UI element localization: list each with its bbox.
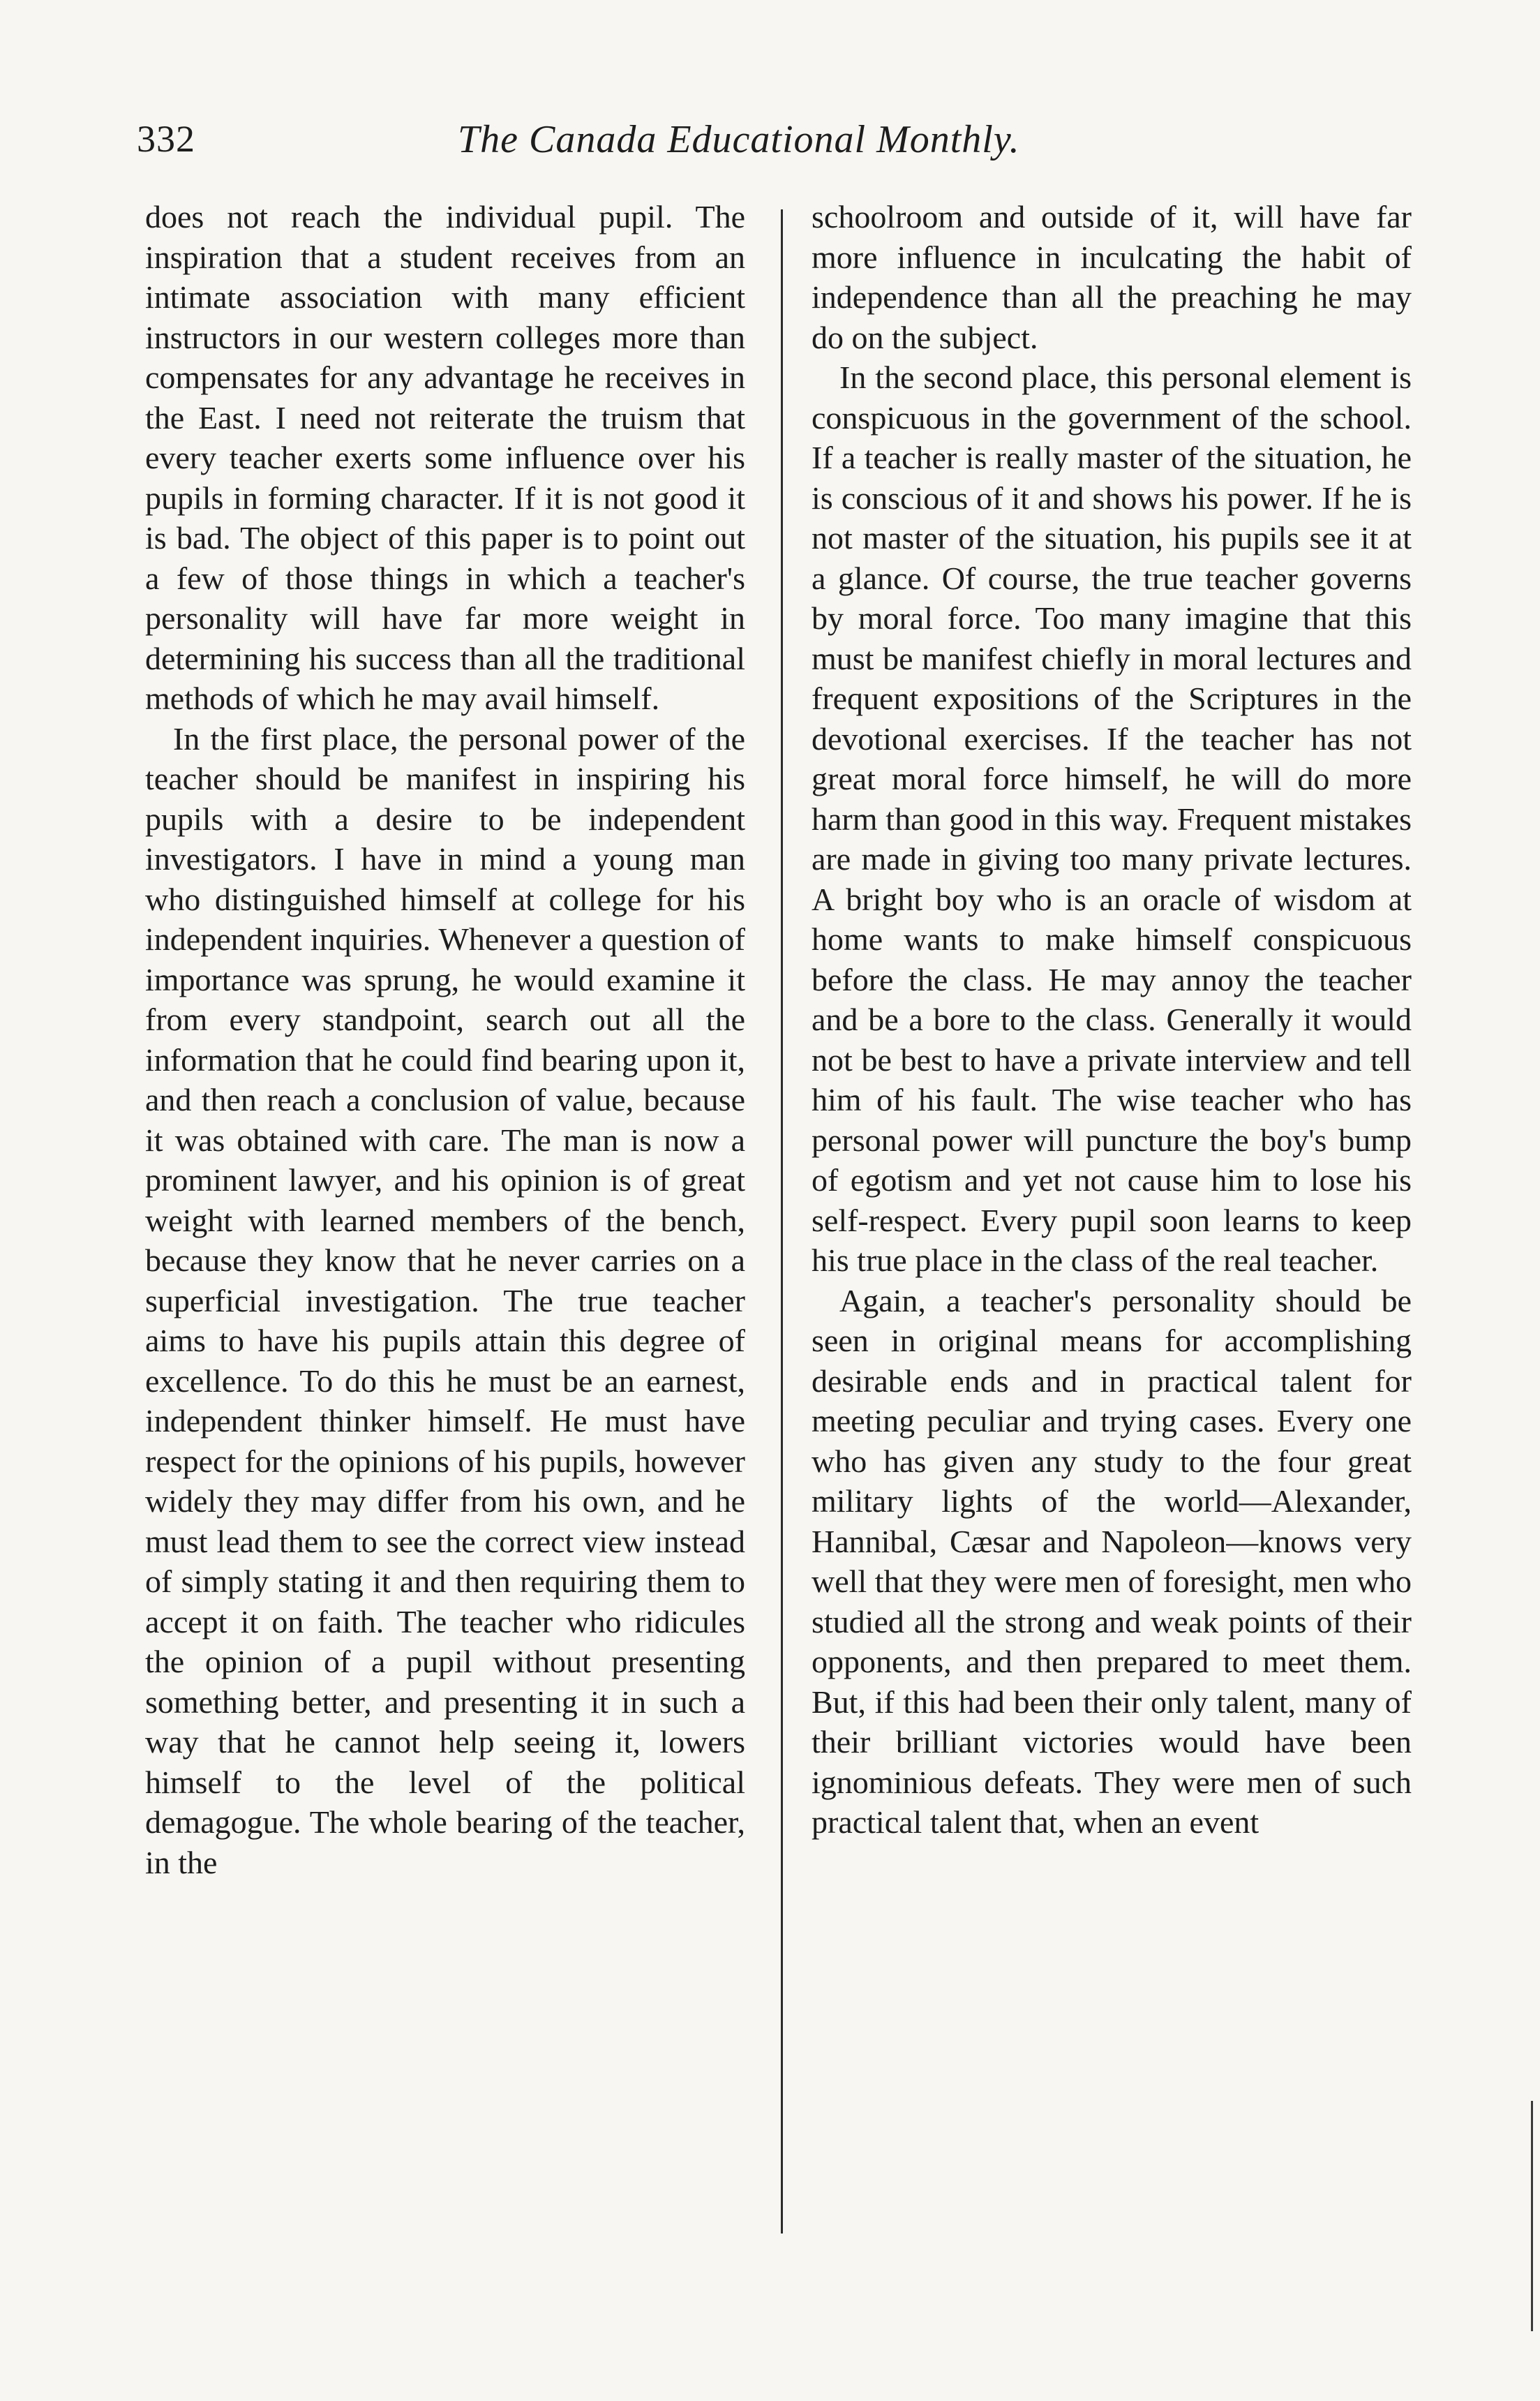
- page-number: 332: [137, 118, 195, 160]
- left-paragraph-1: does not reach the individual pupil. The inspiration that a student receives from an intimate association with many efficient instructors in our western colleges more than compensates for any advantage he receives in the East. I need not reiterate the truism that every teacher exerts some influence over his pupils in forming character. If it is not good it is bad. The object of this paper is to point out a few of those things in which a teacher's personality will have far more weight in determining his success than all the traditional methods of which he may avail himself.: [145, 199, 745, 716]
- left-paragraph-2: In the first place, the personal power of the teacher should be manifest in inspiring his pupils with a desire to be independent investigators. I have in mind a young man who distinguished himself at college for his independent inquiries. Whenever a question of importance was sprung, he would examine it from every standpoint, search out all the information that he could find bearing upon it, and then reach a conclusion of value, because it was obtained with care. The man is now a prominent lawyer, and his opinion is of great weight with learned members of the bench, because they know that he never carries on a superficial investigation. The true teacher aims to have his pupils attain this degree of excellence. To do this he must be an earnest, independent thinker himself. He must have respect for the opinions of his pupils, however widely they may differ from his own, and he must lead them to see the correct view instead of simply stating it and then requiring them to accept it on faith. The teacher who ridicules the opinion of a pupil without presenting something better, and presenting it in such a way that he cannot help seeing it, lowers himself to the level of the political demagogue. The whole bearing of the teacher, in the: [145, 720, 745, 1880]
- column-divider: [781, 209, 783, 2233]
- running-title: The Canada Educational Monthly.: [458, 118, 1020, 161]
- left-column: [145, 197, 745, 1882]
- page-edge-mark: [1531, 2101, 1533, 2331]
- right-paragraph-3: Again, a teacher's personality should be seen in original means for accomplishing desirable ends and in practical talent for meeting peculiar and trying cases. Every one who has given any study to the four great military lights of the world—Alexander, Hannibal, Cæsar and Napoleon—knows very well that they were men of foresight, men who studied all the strong and weak points of their opponents, and then prepared to meet them. But, if this had been their only talent, many of their brilliant victories would have been ignominious defeats. They were men of such practical talent that, when an event: [812, 1282, 1412, 1840]
- right-paragraph-1: schoolroom and outside of it, will have far more influence in inculcating the habit of independence than all the preaching he may do on the subject.: [812, 199, 1412, 355]
- right-column: [812, 197, 1412, 1843]
- right-paragraph-2: In the second place, this personal element is conspicuous in the government of the school. If a teacher is really master of the situation, he is conscious of it and shows his power. If he is not master of the situation, his pupils see it at a glance. Of course, the true teacher governs by moral force. Too many imagine that this must be manifest chiefly in moral lectures and frequent expositions of the Scriptures in the devotional exercises. If the teacher has not great moral force himself, he will do more harm than good in this way. Frequent mistakes are made in giving too many private lectures. A bright boy who is an oracle of wisdom at home wants to make himself conspicuous before the class. He may annoy the teacher and be a bore to the class. Generally it would not be best to have a private interview and tell him of his fault. The wise teacher who has personal power will puncture the boy's bump of egotism and yet not cause him to lose his self-respect. Every pupil soon learns to keep his true place in the class of the real teacher.: [812, 359, 1412, 1278]
- page-header: [137, 117, 1414, 173]
